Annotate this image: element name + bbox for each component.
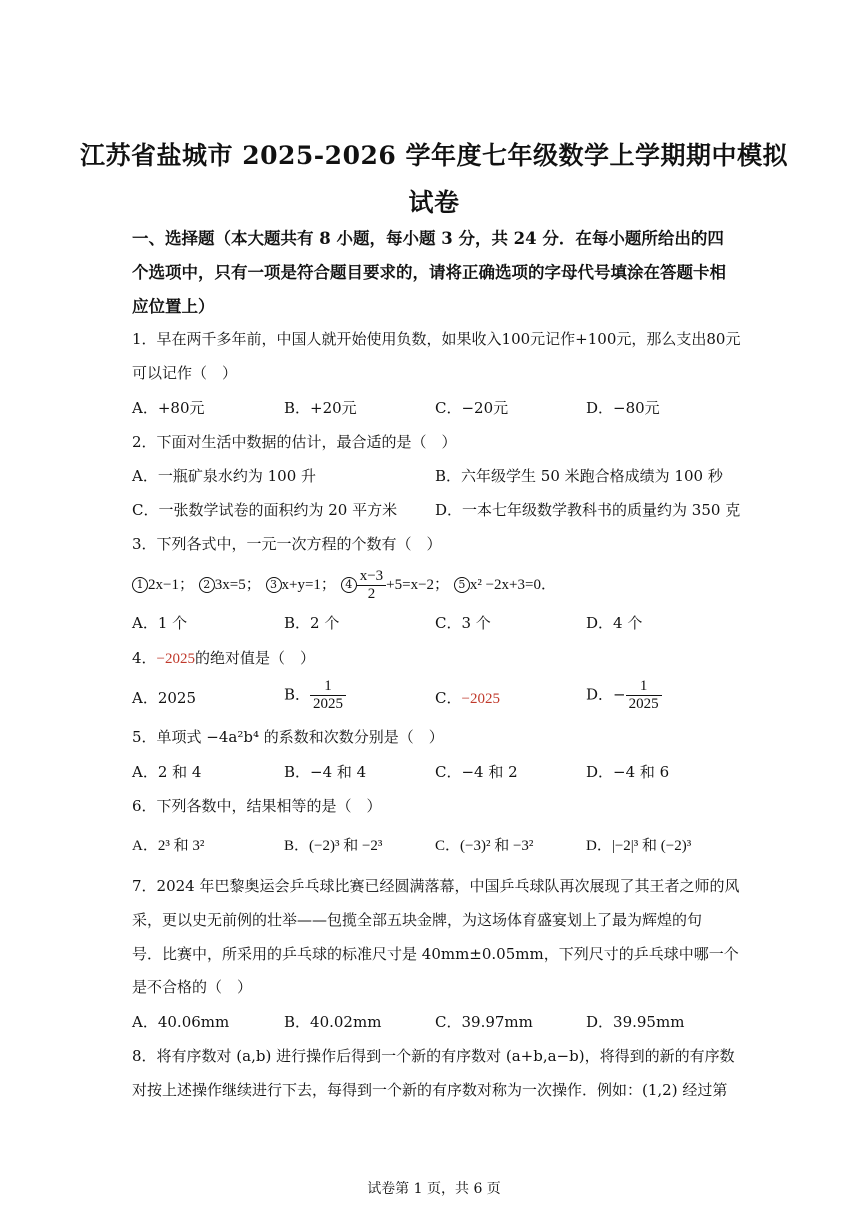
q7-stem-line4: 是不合格的（ ）: [132, 978, 253, 996]
q7-option-a: A．40.06mm: [132, 1013, 230, 1031]
q5-option-c: C．−4 和 2: [435, 763, 518, 781]
q4-option-c-label: C．: [435, 689, 462, 707]
q4-option-d-fraction: [626, 678, 662, 713]
q7-option-b: B．40.02mm: [284, 1013, 382, 1031]
q1-stem-line1: 1．早在两千多年前，中国人就开始使用负数，如果收入100元记作+100元，那么支出80元: [132, 330, 741, 348]
circled-number-1: 1: [132, 577, 148, 593]
q1-option-d: D．−80元: [586, 399, 660, 417]
q4-option-b-label: B．: [284, 685, 311, 704]
q4-number: 4．: [132, 649, 157, 667]
q1-option-a: A．+80元: [132, 399, 205, 417]
q4-option-d-numerator: 1: [626, 678, 662, 696]
q4-option-d-label: D．−: [586, 685, 626, 704]
q3-fraction-numerator: x−3: [357, 568, 386, 586]
q4-highlight-value: −2025: [156, 651, 196, 667]
q3-stem: 3．下列各式中，一元一次方程的个数有（ ）: [132, 535, 442, 553]
q3-option-a: A．1 个: [132, 614, 188, 632]
q4-option-b-denominator: 2025: [313, 696, 344, 712]
section-heading-multiple-choice: 一、选择题（本大题共有 8 小题，每小题 3 分，共 24 分．在每小题所给出的四个选项中，只有一项是符合题目要求的，请将正确选项的字母代号填涂在答题卡相应位置上）: [132, 229, 726, 316]
q6-option-b: B．(−2)³ 和 −2³: [284, 838, 383, 854]
q3-expr-4: +5=x−2；: [386, 577, 450, 593]
q3-expr-1: 2x−1；: [148, 577, 194, 593]
q4-option-b-numerator: 1: [310, 678, 346, 696]
circled-number-5: 5: [454, 577, 470, 593]
q4-option-c: [435, 688, 500, 709]
q2-option-a: A．一瓶矿泉水约为 100 升: [132, 467, 316, 485]
q4-stem-rest: 的绝对值是（ ）: [195, 649, 316, 667]
q5-option-d: D．−4 和 6: [586, 763, 670, 781]
q3-expr-3: x+y=1；: [281, 577, 336, 593]
q6-stem: 6．下列各数中，结果相等的是（ ）: [132, 797, 382, 815]
circled-number-3: 3: [266, 577, 282, 593]
q4-stem: [132, 648, 315, 669]
q3-expressions: [132, 566, 556, 603]
q5-option-a: A．2 和 4: [132, 763, 202, 781]
q1-option-b: B．+20元: [284, 399, 357, 417]
q8-stem-line1: 8．将有序数对 (a,b) 进行操作后得到一个新的有序数对 (a+b,a−b)，将得到的新的有序数: [132, 1047, 735, 1065]
q4-option-b: [284, 678, 346, 713]
q3-fraction-denominator: 2: [367, 585, 376, 602]
q6-option-a: A．2³ 和 3²: [132, 838, 205, 854]
q4-option-a: A．2025: [132, 689, 197, 707]
q1-stem-line2: 可以记作（ ）: [132, 364, 238, 382]
q6-option-d: D．|−2|³ 和 (−2)³: [586, 838, 692, 854]
q6-option-c: C．(−3)² 和 −3²: [435, 838, 534, 854]
q8-stem-line2: 对按上述操作继续进行下去，每得到一个新的有序数对称为一次操作．例如：(1,2) 经过第: [132, 1081, 728, 1099]
q5-option-b: B．−4 和 4: [284, 763, 367, 781]
q2-option-c: C．一张数学试卷的面积约为 20 平方米: [132, 501, 398, 519]
page-footer: 试卷第 1 页，共 6 页: [367, 1181, 501, 1197]
q7-stem-line3: 号．比赛中，所采用的乒乓球的标准尺寸是 40mm±0.05mm，下列尺寸的乒乓球中哪一个: [132, 945, 739, 963]
q4-option-d: [586, 678, 662, 713]
q1-option-c: C．−20元: [435, 399, 509, 417]
q3-fraction: [357, 568, 386, 603]
q2-option-b: B．六年级学生 50 米跑合格成绩为 100 秒: [435, 467, 723, 485]
q3-expr-5: x² −2x+3=0．: [469, 577, 556, 593]
exam-title-line2: 试卷: [408, 188, 460, 217]
q7-stem-line1: 7．2024 年巴黎奥运会乒乓球比赛已经圆满落幕，中国乒乓球队再次展现了其王者之师的风: [132, 877, 740, 895]
q3-option-d: D．4 个: [586, 614, 643, 632]
q7-option-c: C．39.97mm: [435, 1013, 533, 1031]
q5-stem: 5．单项式 −4a²b⁴ 的系数和次数分别是（ ）: [132, 728, 444, 746]
exam-title-line1: 江苏省盐城市 2025-2026 学年度七年级数学上学期期中模拟: [80, 141, 788, 170]
q3-expr-2: 3x=5；: [214, 577, 261, 593]
q7-option-d: D．39.95mm: [586, 1013, 685, 1031]
q4-option-d-denominator: 2025: [628, 696, 659, 712]
q4-option-c-value: −2025: [461, 691, 500, 707]
q4-option-b-fraction: [310, 678, 346, 713]
q7-stem-line2: 采，更以史无前例的壮举——包揽全部五块金牌，为这场体育盛宴划上了最为辉煌的句: [132, 911, 703, 929]
circled-number-4: 4: [341, 577, 357, 593]
q3-option-c: C．3 个: [435, 614, 491, 632]
q2-stem: 2．下面对生活中数据的估计，最合适的是（ ）: [132, 433, 457, 451]
q2-option-d: D．一本七年级数学教科书的质量约为 350 克: [435, 501, 741, 519]
q3-option-b: B．2 个: [284, 614, 340, 632]
circled-number-2: 2: [199, 577, 215, 593]
